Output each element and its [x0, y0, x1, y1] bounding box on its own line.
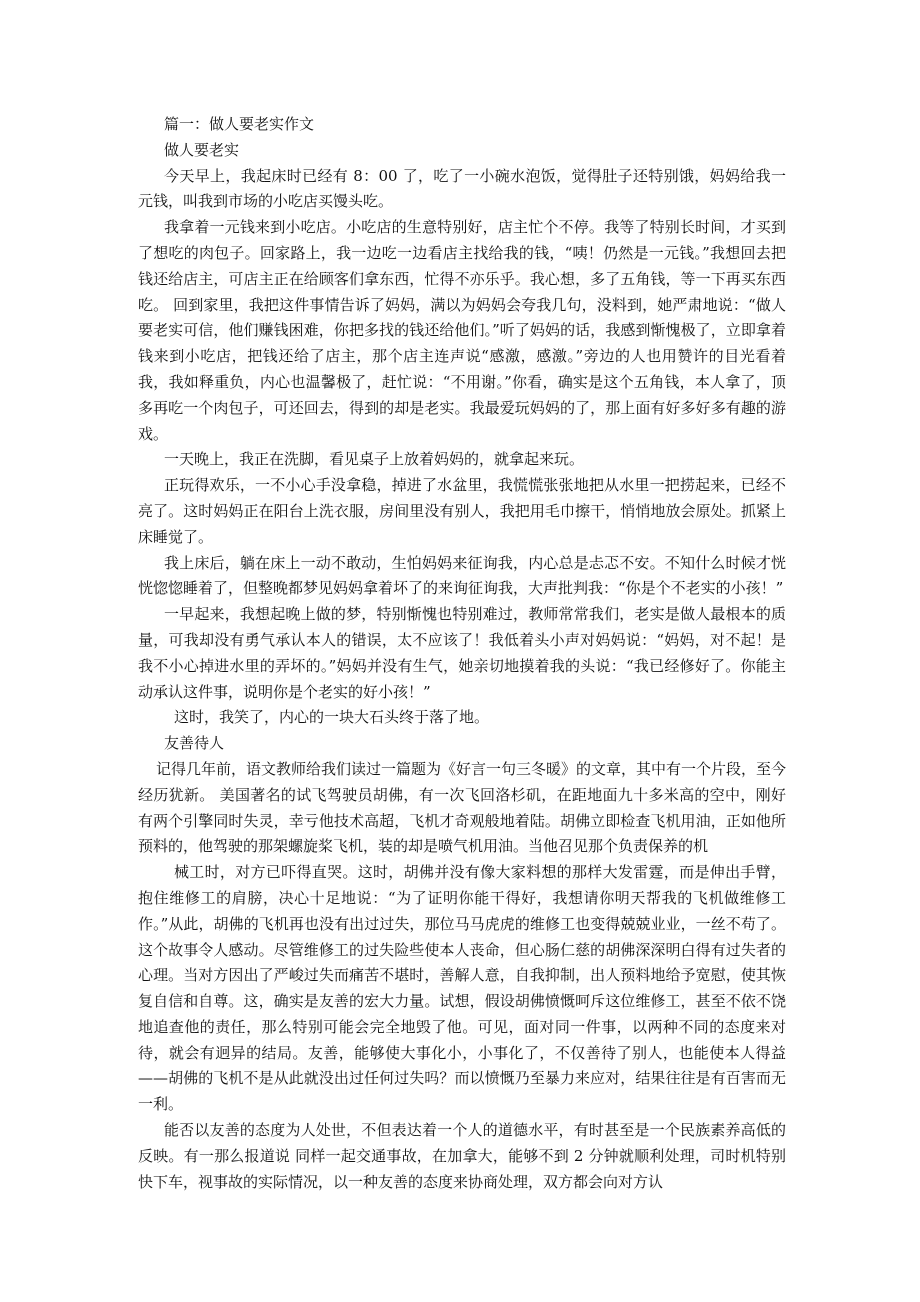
- essay-title: 友善待人: [164, 734, 225, 753]
- paragraph: 械工时，对方已吓得直哭。这时，胡佛并没有像大家料想的那样大发雷霆，而是伸出手臂，抱住维修工的肩膀，决心十足地说：“为了证明你能干得好，我想请你明天帮我的飞机做维修工作。”从此，胡佛的飞机再也没有出过过失，那位马马虎虎的维修工也变得兢兢业业，一丝不苟了。 这个故事令人感动。尽管维修工的过失险些使本人丧命，但心肠仁慈的胡佛深深明白得有过失者的心理。当对方因出了严峻过失而痛苦不堪时，善解人意，自我抑制，出人预料地给予宽慰，使其恢复自信和自尊。这，确实是友善的宏大力量。试想，假设胡佛愤慨呵斥这位维修工，甚至不依不饶地追查他的责任，那么特别可能会完全地毁了他。可见，面对同一件事，以两种不同的态度来对待，就会有迥异的结局。友善，能够使大事化小，小事化了，不仅善待了别人，也能使本人得益——胡佛的飞机不是从此就没出过任何过失吗？而以愤慨乃至暴力来应对，结果往往是有百害而无一利。: [138, 863, 786, 1114]
- section-title: 篇一：做人要老实作文: [164, 115, 315, 133]
- paragraph: 今天早上，我起床时已经有 8：00 了，吃了一小碗水泡饭，觉得肚子还特别饿，妈妈给我一元钱，叫我到市场的小吃店买馒头吃。: [138, 166, 786, 211]
- paragraph: 正玩得欢乐，一不小心手没拿稳，掉进了水盆里，我慌慌张张地把从水里一把捞起来，已经不亮了。这时妈妈正在阳台上洗衣服，房间里没有别人，我把用毛巾擦干，悄悄地放会原处。抓紧上床睡觉了。: [138, 476, 786, 546]
- paragraph: 我拿着一元钱来到小吃店。小吃店的生意特别好，店主忙个不停。我等了特别长时间，才买到了想吃的肉包子。回家路上，我一边吃一边看店主找给我的钱，“咦！仍然是一元钱。”我想回去把钱还给店主，可店主正在给顾客们拿东西，忙得不亦乐乎。我心想，多了五角钱，等一下再买东西吃。 回到家里，我把这件事情告诉了妈妈，满以为妈妈会夸我几句，没料到，她严肃地说：“做人要老实可信，他们赚钱困难，你把多找的钱还给他们。”听了妈妈的话，我感到惭愧极了，立即拿着钱来到小吃店，把钱还给了店主，那个店主连声说“感激，感激。”旁边的人也用赞许的目光看着我，我如释重负，内心也温馨极了，赶忙说：“不用谢。”你看，确实是这个五角钱，本人拿了，顶多再吃一个肉包子，可还回去，得到的却是老实。我最爱玩妈妈的了，那上面有好多好多有趣的游戏。: [138, 218, 786, 443]
- paragraph: 记得几年前，语文教师给我们读过一篇题为《好言一句三冬暖》的文章，其中有一个片段，至今经历犹新。 美国著名的试飞驾驶员胡佛，有一次飞回洛杉矶，在距地面九十多米高的空中，刚好有两个引擎同时失灵，幸亏他技术高超，飞机才奇观般地着陆。胡佛立即检查飞机用油，正如他所预料的，他驾驶的那架螺旋桨飞机，装的却是喷气机用油。当他召见那个负责保养的机: [138, 759, 787, 856]
- essay-title: 做人要老实: [164, 140, 240, 159]
- paragraph: 一天晚上，我正在洗脚，看见桌子上放着妈妈的，就拿起来玩。: [164, 450, 585, 469]
- paragraph: 能否以友善的态度为人处世，不但表达着一个人的道德水平，有时甚至是一个民族素养高低的反映。有一那么报道说 同样一起交通事故，在加拿大，能够不到 2 分钟就顺利处理，司时机特别快下车，视事故的实际情况，以一种友善的态度来协商处理，双方都会向对方认: [138, 1121, 786, 1191]
- paragraph: 一早起来，我想起晚上做的梦，特别惭愧也特别难过，教师常常我们，老实是做人最根本的质量，可我却没有勇气承认本人的错误，太不应该了！我低着头小声对妈妈说：“妈妈，对不起！是我不小心掉进水里的弄坏的。”妈妈并没有生气，她亲切地摸着我的头说：“我已经修好了。你能主动承认这件事，说明你是个老实的好小孩！”: [138, 605, 786, 701]
- paragraph: 这时，我笑了，内心的一块大石头终于落了地。: [174, 708, 490, 727]
- document-body: [138, 112, 786, 1195]
- paragraph: 我上床后，躺在床上一动不敢动，生怕妈妈来征询我，内心总是忐忑不安。不知什么时候才恍恍惚惚睡着了，但整晚都梦见妈妈拿着坏了的来询征询我，大声批判我：“你是个不老实的小孩！”: [138, 553, 786, 598]
